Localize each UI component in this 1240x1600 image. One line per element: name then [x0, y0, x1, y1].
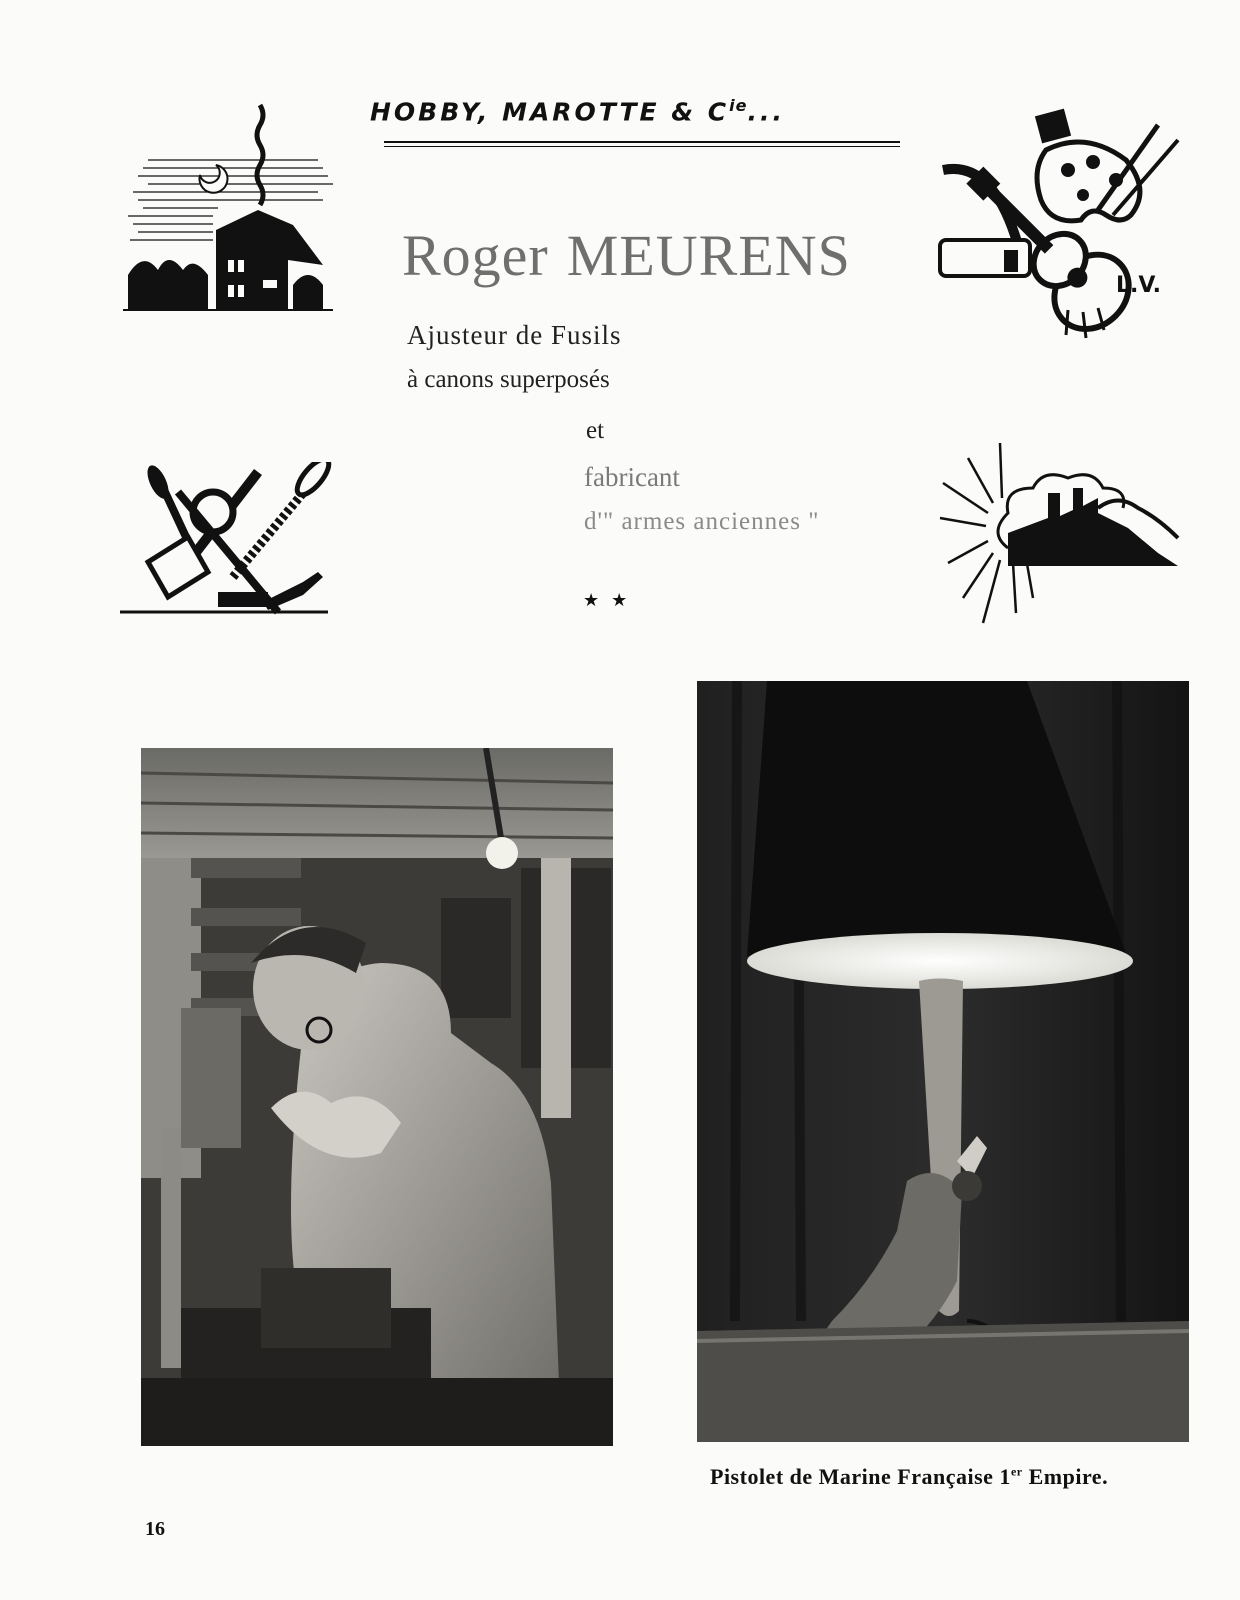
occupation-line-2: à canons superposés [407, 366, 610, 393]
workshop-scene-icon [141, 748, 613, 1446]
decorative-stars: ★★ [583, 590, 640, 611]
occupation-line-4: fabricant [584, 462, 680, 492]
page-number: 16 [145, 1518, 165, 1540]
photo-caption [710, 1464, 1108, 1490]
pistol-lamp-photo [697, 681, 1189, 1442]
header-title-sup: ie [729, 96, 748, 115]
last-name: MEURENS [566, 223, 851, 288]
workshop-photo [141, 748, 613, 1446]
artist-signature: L.V. [1116, 273, 1161, 298]
pistol-lamp-scene-icon [697, 681, 1189, 1442]
header-rule-thin [384, 146, 900, 147]
workshop-tools-icon [118, 462, 338, 627]
caption-sup: er [1010, 1464, 1023, 1479]
caption-main: Pistolet de Marine Française 1 [710, 1464, 1011, 1489]
first-name: Roger [402, 223, 549, 288]
caption-tail: Empire. [1022, 1464, 1109, 1489]
header-title [370, 96, 900, 140]
sunrise-factory-icon [938, 438, 1188, 638]
occupation-line-3: et [586, 417, 605, 444]
header-rule-thick [384, 141, 900, 143]
person-name [402, 222, 851, 289]
night-house-icon [118, 100, 343, 315]
occupation-line-5: d'" armes anciennes " [584, 508, 820, 535]
header-title-main: HOBBY, MAROTTE & C [370, 97, 730, 127]
header-title-tail: ... [747, 97, 785, 127]
occupation-line-1: Ajusteur de Fusils [407, 320, 622, 350]
artist-palette-guitar-icon [938, 100, 1208, 340]
